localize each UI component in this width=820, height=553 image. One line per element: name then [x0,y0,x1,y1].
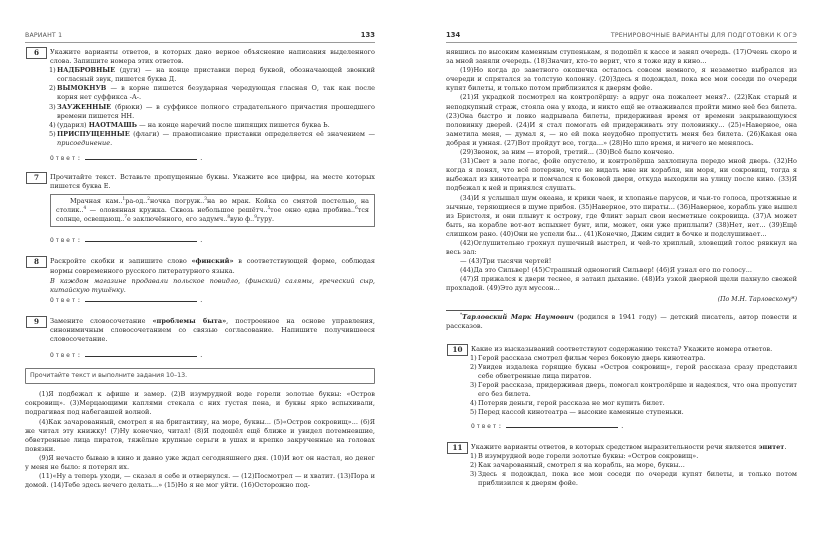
task-number-6: 6 [26,47,47,59]
task-7-text-box [50,194,375,227]
task-6-option [49,84,375,102]
gap-marker: 5 [267,205,271,211]
text-fragment: ночка погруж.. [149,197,205,206]
task-number-11: 11 [447,442,468,454]
task-10-option [470,354,797,363]
prompt-text: , построенное на основе управления, синонимичным словосочетанием со связью согласование. Напишите получившееся словосочетание. [50,316,375,344]
right-page [446,0,797,553]
option-number: 2) [470,363,477,371]
left-page-header [25,31,375,43]
task-6-option [49,66,375,84]
option-number: 4) [49,120,56,129]
option-italic-tail: присоединение [57,138,111,147]
option-number: 3) [49,102,56,111]
footnote-name: Тарловский Марк Наумович [462,312,574,321]
option-text: (флаги) — правописание приставки определяется её значением — [129,129,375,138]
variant-title: ВАРИАНТ 1 [25,32,63,39]
answer-label: Ответ: [50,155,83,163]
answer-label: Ответ: [50,352,83,360]
task-6 [25,48,375,66]
answer-field[interactable] [85,235,197,242]
option-text: В изумрудной воде горели золотые буквы: «Остров сокровищ». [478,451,699,460]
gap-marker: 9 [254,214,257,220]
text-fragment: вую ф.. [230,215,255,224]
footnote-text: (родился в 1941 году) — детский писатель, автор повести и рассказов. [446,312,797,330]
text-fragment: — оловянная кружка. Сквозь небольшое решётч.. [86,206,268,215]
task-6-options [25,66,375,148]
book-title: ТРЕНИРОВОЧНЫЕ ВАРИАНТЫ ДЛЯ ПОДГОТОВКИ К ОГЭ [610,32,797,39]
option-text: Здесь я подождал, пока все мои соседи по очереди купят билеты, и только потом приблизился к дверям фойе. [478,469,797,488]
task-6-option [49,130,375,148]
option-text: — в корне пишется безударная чередующая гласная О, так как после корня нет суффикса -А-. [57,84,375,102]
page-number-left: 133 [360,31,375,39]
story-paragraph: — (43)Три тысячи чертей! [460,257,552,266]
task-10 [446,345,797,354]
story-paragraph: (9)Я нечасто бываю в кино и давно уже ждал сегодняшнего дня. (10)И вот он настал, но денег у меня не было: я потерял их. [25,453,375,471]
answer-field[interactable] [85,295,197,302]
task-11-option [470,461,797,470]
gap-marker: 8 [227,214,231,220]
option-number: 1) [49,66,56,75]
prompt-keyword: «финский» [191,257,234,266]
story-text [25,390,375,490]
task-11 [446,443,797,452]
left-page-content [25,48,375,490]
task-8-answer: Ответ: . [50,296,204,304]
option-number: 5) [49,129,56,138]
option-text: Как зачарованный, смотрел я на корабль, на море, буквы... [478,460,685,469]
task-number-7: 7 [26,172,47,184]
option-number: 1) [470,451,477,460]
option-number: 2) [470,460,477,469]
answer-field[interactable] [506,421,618,428]
task-10-option [470,399,797,408]
story-paragraph: (47)Я прижался к двери теснее, я затаил дыхание. (48)Из узкой дверной щели пахнуло свежей прохладой. (49)Это дул муссон... [446,275,797,293]
prompt-text: Раскройте скобки и запишите слово [50,257,192,266]
option-word: ПРИСПУЩЕННЫЕ [57,129,130,138]
text-fragment: е заключённого, его задумч.. [127,215,228,224]
story-paragraph: (34)И я услышал шум океана, и крики чаек, и хлопанье парусов, и чьи-то голоса, протяжные и зычные, теряющиеся в шуме прибоя. (35)Наверное, это пираты... (36)Наверное, корабль уже вышел из Бристоля, и они плывут к острову, где Флинт зарыл свои несметные сокровища. (37)А может быть, на корабле вот-вот вспыхнет бунт, или, может, они уже приплыли? (38)Нет, нет... (39)Ещё слишком рано. (40)Они не успели бы... (41)Конечно, Джим сидит в бочке и подслушивает... [446,193,797,238]
task-7-answer: Ответ: . [50,237,204,245]
task-6-answer: Ответ: . [50,155,204,163]
option-text: Увидев издалека горящие буквы «Остров сокровищ», герой рассказа сразу представил себе обветренные лица пиратов. [478,363,797,381]
task-10-prompt: Какие из высказываний соответствуют содержанию текста? Укажите номера ответов. [471,344,773,353]
prompt-keyword: «проблемы быта» [152,316,227,325]
prompt-text: в соответствующей форме, соблюдая нормы современного русского литературного языка. [50,257,375,275]
answer-field[interactable] [85,153,197,160]
option-word: ЗАУЖЕННЫЕ [57,102,112,111]
prompt-text: Замените словосочетание [50,316,153,325]
task-10-option [470,381,797,399]
task-10-option [470,408,797,417]
prompt-text: Укажите варианты ответов, в которых средством выразительности речи является [471,442,759,451]
answer-label: Ответ: [50,237,83,245]
option-text: Герой рассказа, придерживая дверь, помогал контролёрше и надеялся, что она пропустит его без билета. [478,381,797,399]
left-page [25,0,375,553]
task-8-example: В каждом магазине продавали польское повидло, (финский) салямы, греческий сыр, китайскую тушёнку. [50,276,375,294]
task-8 [25,257,375,294]
task-number-9: 9 [26,316,47,328]
task-6-prompt: Укажите варианты ответов, в которых дано верное объяснение написания выделенного слова. Запишите номера этих ответов. [50,48,375,66]
story-paragraph: (19)Но когда до заветного окошечка осталось совсем немного, я незаметно выбрался из очереди и спрятался за толстую колонну. (20)Здесь я подождал, пока все мои соседи по очереди купят билеты, и только потом приблизился к дверям фойе. [446,66,797,93]
option-number: 3) [470,381,477,390]
story-continuation [446,48,797,294]
gap-marker: 4 [83,205,87,211]
text-fragment: на во мрак. Койка со смятой постелью, на столик.. [56,197,369,215]
task-10-answer: Ответ: . [471,422,625,430]
task-8-prompt [50,257,375,275]
option-text: — на конце наречий после шипящих пишется буква Ь. [137,120,330,129]
task-number-8: 8 [26,256,47,268]
option-word: ВЫМОКНУВ [57,84,107,93]
option-word: НАОТМАШЬ [88,120,138,129]
option-number: 2) [49,84,56,93]
task-11-option [470,452,797,461]
text-fragment: тся солнце, освещающ.. [56,206,369,224]
footnote-marker: * [460,311,463,317]
task-9 [25,317,375,344]
story-paragraph: (21)Я украдкой посмотрел на контролёршу: а вдруг она пожалеет меня?.. (22)Как старый и неподкупный страж, стояла она у входа, и никто ещё не отваживался пройти мимо неё без билета. (23)Она быстро и ловко надрывала билеты, придерживая время от времени закрывающуюся половинку дверей. (24)И я стал помогать ей придерживать эту половинку... (25)«Наверное, она заметила меня, — думал я, — но ей пока неудобно пропустить меня без билета. (26)Какая она добрая и умная. (27)Вот пройдут все, тогда...» (28)Но шло время, и ничего не менялось. [446,93,797,147]
option-text: Герой рассказа смотрел фильм через боковую дверь кинотеатра. [478,353,706,362]
option-number: 5) [470,408,477,417]
story-paragraph: (1)Я подбежал к афише и замер. (2)В изумрудной воде горели золотые буквы: «Остров сокровищ». (3)Мерцающими каплями стекала с них густая пена, и буквы ярко вспыхивали, подрагивая под набегавшей волной. [25,390,375,417]
story-paragraph: (29)Звонок, за ним — второй, третий... (30)Всё было кончено. [460,148,675,157]
task-9-prompt [50,317,375,344]
footnote-divider [446,310,503,311]
story-paragraph: (4)Как зачарованный, смотрел я на бригантину, на море, буквы... (5)«Остров сокровищ»... (6)Я же читал эту книжку! (7)Ну конечно, читал! (8)Я подошёл ещё ближе и увидел потемневшие, обветренные лица пиратов, тяжёлые крупные серьги в ушах и крепко закрученные на головах повязки. [25,417,375,453]
option-text: Потеряв деньги, герой рассказа не мог купить билет. [478,399,665,408]
prompt-keyword: эпитет [758,442,785,451]
option-text: (брюки) — в суффиксе полного страдательного причастия прошедшего времени пишется НН. [57,102,375,120]
story-paragraph: нявшись по высоким каменным ступенькам, я подошёл к кассе и занял очередь. (17)Очень скоро и за мной заняли очередь. (18)Значит, кто-то верит, что я тоже иду в кино... [446,48,797,66]
task-10-option [470,363,797,381]
story-paragraph: (42)Оглушительно грохнул пушечный выстрел, и чей-то хриплый, зловещий голос рявкнул на весь зал: [446,238,797,257]
text-fragment: тое окно едва пробива.. [270,206,356,215]
option-number: 4) [470,399,477,408]
story-paragraph: (31)Свет в зале погас, фойе опустело, и контролёрша захлопнула передо мной дверь. (32)Но когда я понял, что всё потеряно, что не видать мне ни корабля, ни моря, ни сокровищ, тогда я выбежал из кинотеатра и помчался к боковой двери, откуда выходили на улицу после кино. (33)Я подбежал к ней и принялся слушать. [446,157,797,193]
gap-marker: 3 [204,196,207,202]
option-text: (дуги) — на конце приставки перед буквой, обозначающей звонкий согласный звук, пишется буква Д. [57,66,375,84]
answer-label: Ответ: [471,422,504,430]
option-number: 1) [470,353,477,362]
gap-marker: 7 [124,214,127,220]
task-7 [25,173,375,191]
footnote [446,313,797,331]
task-10-options [446,354,797,418]
prompt-text: . [784,442,787,451]
answer-field[interactable] [85,350,197,357]
text-fragment: Мрачная кам.. [70,197,123,206]
task-6-option [49,121,375,130]
text-fragment: ра-од.. [125,197,148,206]
story-paragraph: (44)Да это Сильвер! (45)Страшный одноногий Сильвер! (46)Я узнал его по голосу... [460,266,752,275]
option-number: 3) [470,469,477,478]
attribution: (По М.Н. Тарловскому*) [717,295,797,303]
task-11-option [470,470,797,488]
option-prefix: (ударил) [57,120,89,129]
option-end: . [110,138,113,147]
option-text: Перед кассой кинотеатра — высокие каменные ступеньки. [478,408,684,417]
right-page-header [446,31,797,43]
right-page-content [446,48,797,488]
gap-marker: 2 [147,196,150,202]
task-11-prompt [471,443,797,452]
text-fragment: гуру. [256,215,275,224]
option-word: НАДБРОВНЫЕ [57,66,116,75]
page-number-right: 134 [446,31,461,39]
answer-label: Ответ: [50,296,83,304]
gap-marker: 6 [355,205,358,211]
gap-marker: 1 [122,196,126,202]
reading-instruction-box: Прочитайте текст и выполните задания 10–13. [25,368,375,384]
task-number-10: 10 [447,344,468,356]
task-6-option [49,103,375,121]
task-11-options [446,452,797,488]
task-9-answer: Ответ: . [50,352,204,360]
story-paragraph: (11)«Ну а теперь уходи, — сказал я себе и отвернулся. — (12)Посмотрел — и хватит. (13)Пора и домой. (14)Тебе здесь нечего делать...» (15)Но я не мог уйти. (16)Осторожно под- [25,472,375,490]
task-7-prompt: Прочитайте текст. Вставьте пропущенные буквы. Укажите все цифры, на месте которых пишется буква Е. [50,173,375,191]
